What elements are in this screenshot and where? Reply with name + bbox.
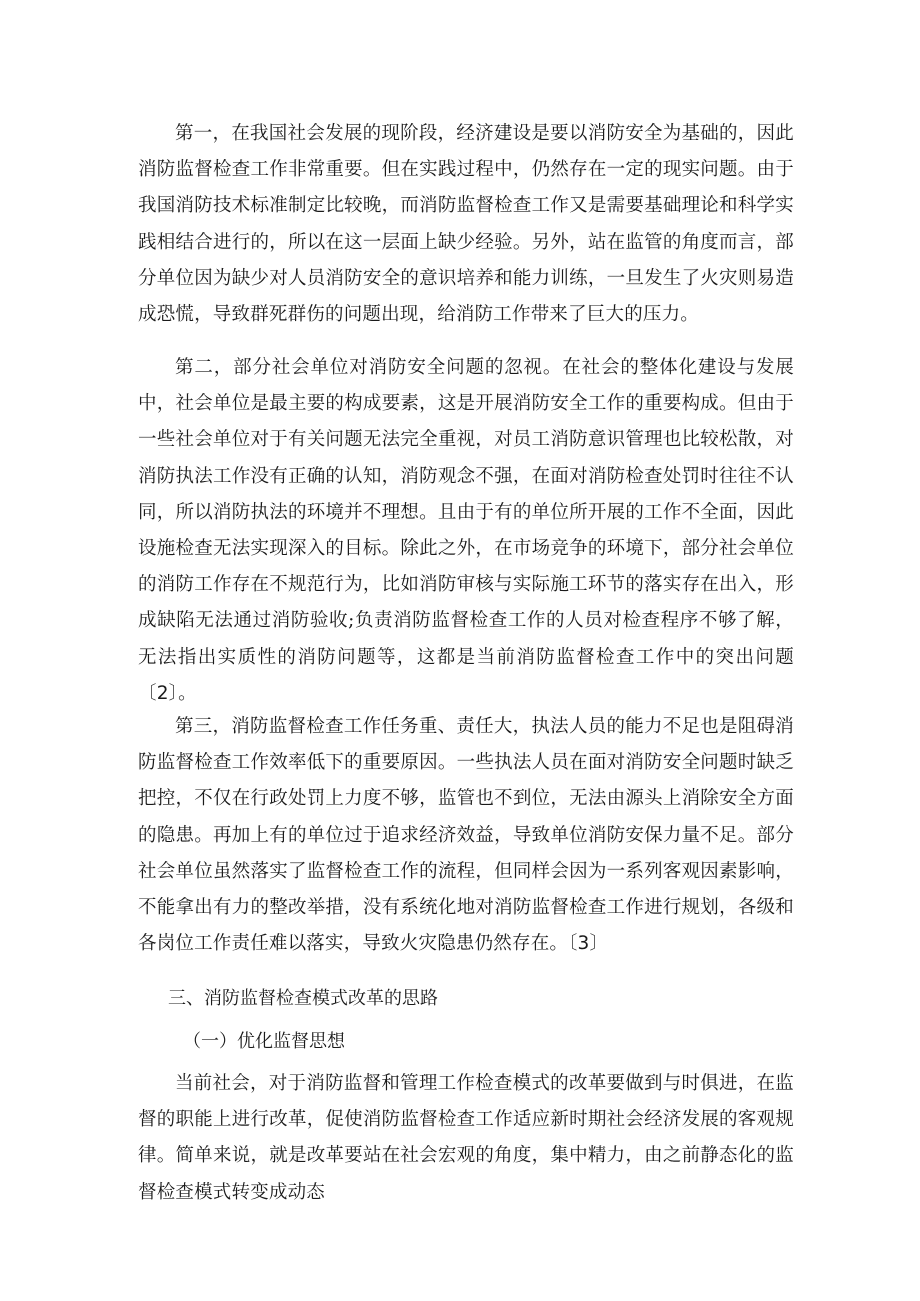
paragraph-third-text: 第三，消防监督检查工作任务重、责任大，执法人员的能力不足也是阻碍消防监督检查工作效率低下的重要原因。一些执法人员在面对消防安全问题时缺乏把控，不仅在行政处罚上力度不够，监管也不到位，无法由源头上消除安全方面的隐患。再加上有的单位过于追求经济效益，导致单位消防安保力量不足。部分社会单位虽然落实了监督检查工作的流程，但同样会因为一系列客观因素影响，不能拿出有力的整改举措，没有系统化地对消防监督检查工作进行规划，各级和各岗位工作责任难以落实，导致火灾隐患仍然存在。	[138, 716, 794, 955]
subsection-heading: （一）优化监督思想	[183, 1031, 345, 1052]
paragraph-first	[138, 116, 794, 333]
paragraph-third	[138, 709, 794, 962]
paragraph-second-text: 第二，部分社会单位对消防安全问题的忽视。在社会的整体化建设与发展中，社会单位是最主要的构成要素，这是开展消防安全工作的重要构成。但由于一些社会单位对于有关问题无法完全重视，对员工消防意识管理也比较松散，对消防执法工作没有正确的认知，消防观念不强，在面对消防检查处罚时往往不认同，所以消防执法的环境并不理想。且由于有的单位所开展的工作不全面，因此设施检查无法实现深入的目标。除此之外，在市场竞争的环境下，部分社会单位的消防工作存在不规范行为，比如消防审核与实际施工环节的落实存在出入，形成缺陷无法通过消防验收;负责消防监督检查工作的人员对检查程序不够了解，无法指出实质性的消防问题等，这都是当前消防监督检查工作中的突出问题	[138, 357, 794, 668]
paragraph-first-text: 第一，在我国社会发展的现阶段，经济建设是要以消防安全为基础的，因此消防监督检查工作非常重要。但在实践过程中，仍然存在一定的现实问题。由于我国消防技术标准制定比较晚，而消防监督检查工作又是需要基础理论和科学实践相结合进行的，所以在这一层面上缺少经验。另外，站在监管的角度而言，部分单位因为缺少对人员消防安全的意识培养和能力训练，一旦发生了火灾则易造成恐慌，导致群死群伤的问题出现，给消防工作带来了巨大的压力。	[138, 123, 794, 326]
citation-2: 〔2〕	[138, 682, 179, 704]
citation-3: 〔3〕	[568, 933, 609, 955]
paragraph-final-text: 当前社会，对于消防监督和管理工作检查模式的改革要做到与时俱进，在监督的职能上进行改革，促使消防监督检查工作适应新时期社会经济发展的客观规律。简单来说，就是改革要站在社会宏观的角度，集中精力，由之前静态化的监督检查模式转变成动态	[138, 1073, 794, 1203]
section-heading: 三、消防监督检查模式改革的思路	[168, 988, 438, 1009]
paragraph-final	[138, 1066, 794, 1211]
paragraph-second-suffix: 。	[178, 682, 197, 704]
paragraph-second	[138, 350, 794, 712]
